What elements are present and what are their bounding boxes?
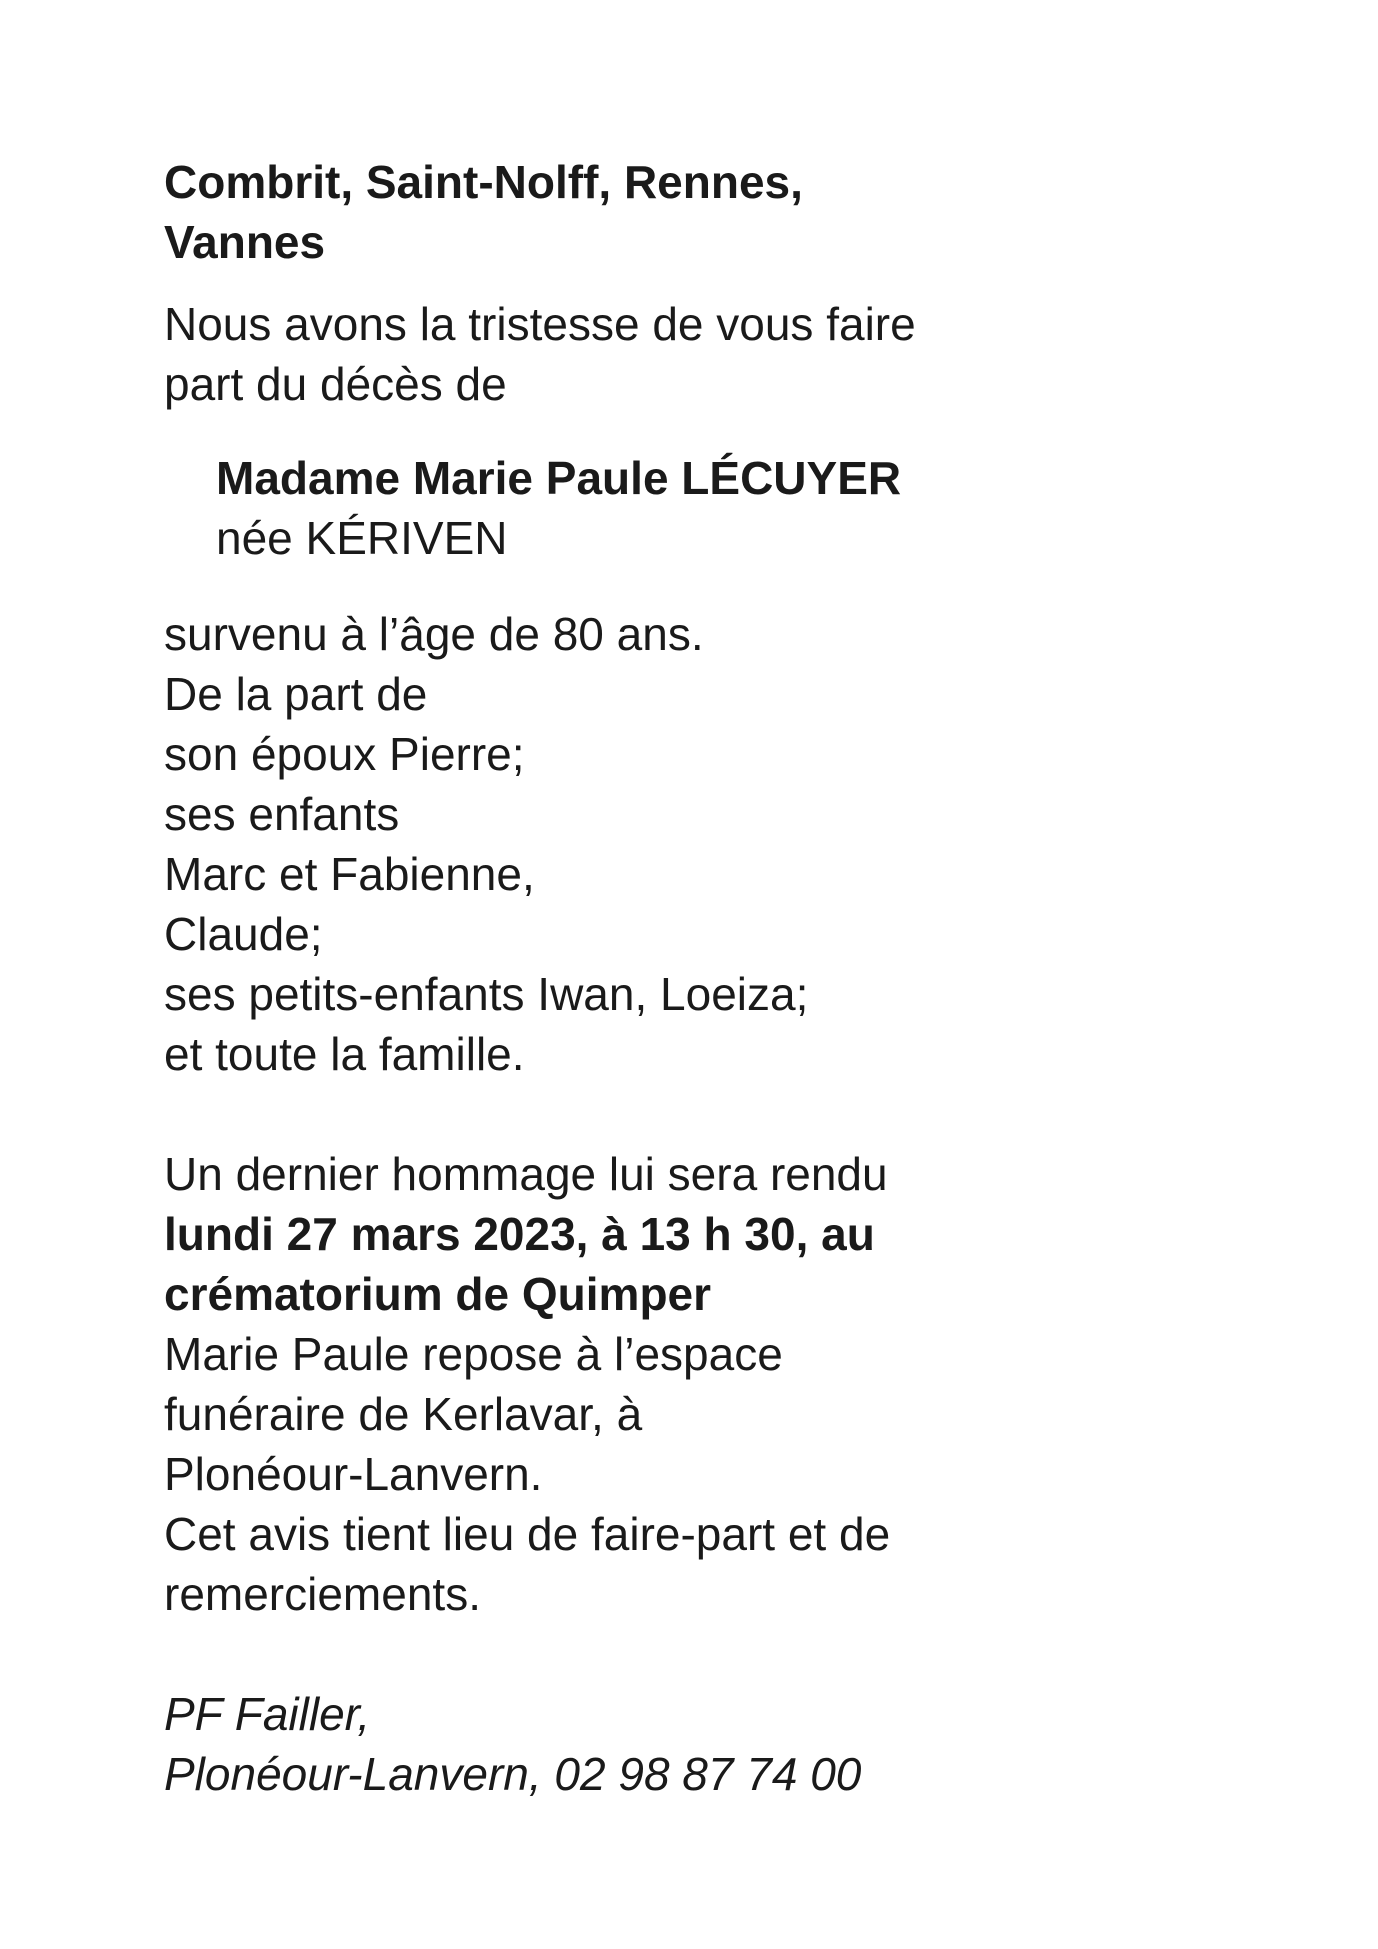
ceremony-detail-line: Marie Paule repose à l’espace — [164, 1328, 783, 1380]
deceased-name: Madame Marie Paule LÉCUYER — [216, 452, 902, 504]
ceremony-detail-line: Cet avis tient lieu de faire-part et de — [164, 1508, 891, 1560]
place-line: Combrit, Saint-Nolff, Rennes, — [164, 156, 803, 208]
intro-text — [164, 294, 1264, 414]
birth-name: née KÉRIVEN — [216, 512, 508, 564]
ceremony-detail-line: funéraire de Kerlavar, à — [164, 1388, 643, 1440]
place-heading — [164, 152, 1264, 272]
intro-line: part du décès de — [164, 358, 507, 410]
ceremony-date-place: crématorium de Quimper — [164, 1268, 712, 1320]
ceremony-date-place: lundi 27 mars 2023, à 13 h 30, au — [164, 1208, 875, 1260]
funeral-home-line: Plonéour-Lanvern, 02 98 87 74 00 — [164, 1748, 862, 1800]
deceased-block — [164, 448, 1264, 568]
family-line: survenu à l’âge de 80 ans. — [164, 608, 704, 660]
ceremony-details — [164, 1144, 1264, 1624]
ceremony-detail-line: remerciements. — [164, 1568, 481, 1620]
family-line: Marc et Fabienne, — [164, 848, 535, 900]
obituary-notice — [164, 152, 1264, 1804]
family-line: et toute la famille. — [164, 1028, 525, 1080]
ceremony-detail-line: Plonéour-Lanvern. — [164, 1448, 543, 1500]
intro-line: Nous avons la tristesse de vous faire — [164, 298, 916, 350]
family-line: ses enfants — [164, 788, 400, 840]
funeral-home-line: PF Failler, — [164, 1688, 371, 1740]
funeral-home-signature — [164, 1684, 1264, 1804]
family-line: son époux Pierre; — [164, 728, 525, 780]
family-line: Claude; — [164, 908, 323, 960]
family-line: ses petits-enfants Iwan, Loeiza; — [164, 968, 809, 1020]
family-list — [164, 604, 1264, 1084]
place-line: Vannes — [164, 216, 326, 268]
family-line: De la part de — [164, 668, 428, 720]
ceremony-intro: Un dernier hommage lui sera rendu — [164, 1148, 888, 1200]
